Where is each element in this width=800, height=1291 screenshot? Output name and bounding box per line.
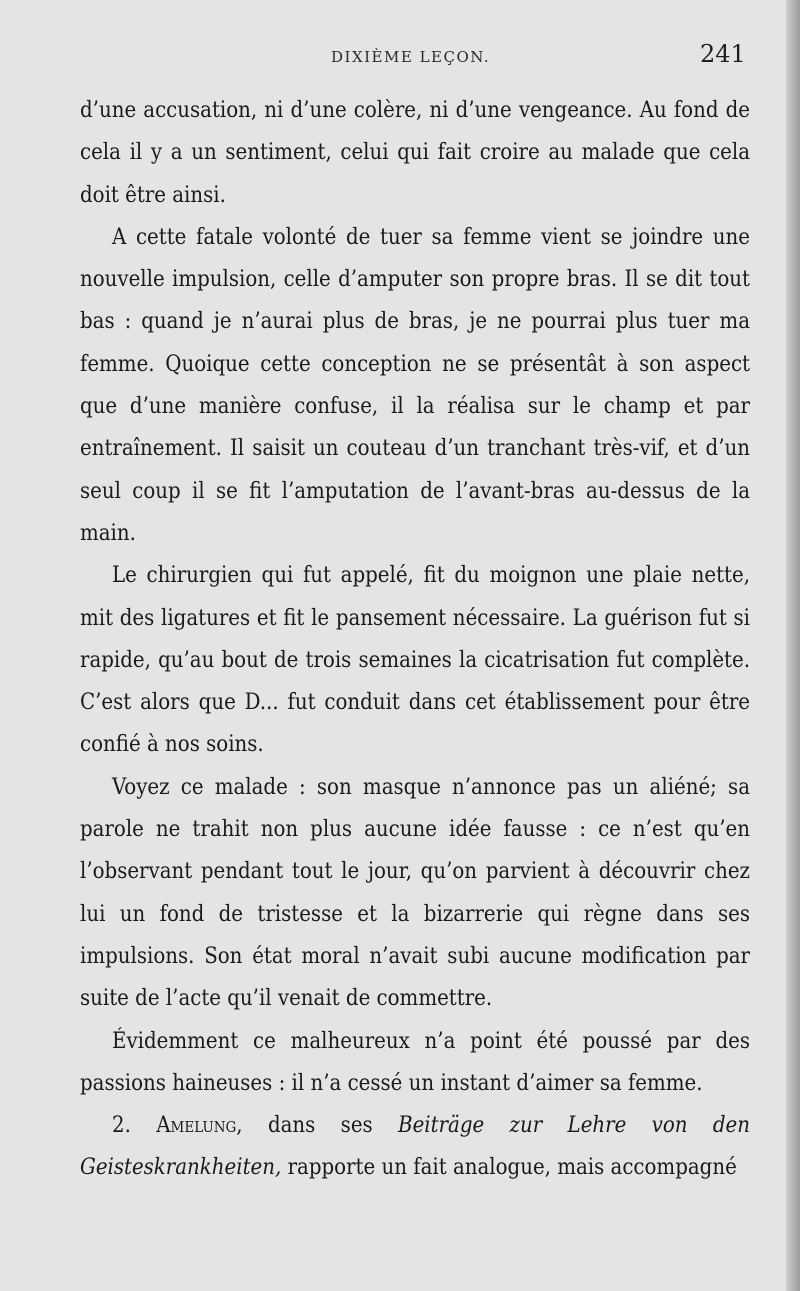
paragraph-number: 2.	[112, 1113, 131, 1139]
paragraph: Voyez ce malade : son masque n’annonce pas un aliéné; sa parole ne trahit non plus aucune idée fausse : ce n’est qu’en l’observant pendant tout le jour, qu’on parvient à découvrir chez lui un fond de tristesse et la bizarrerie qui règne dans ses impulsions. Son état moral n’avait subi aucune modification par suite de l’acte qu’il venait de commettre.	[80, 774, 750, 1012]
book-title: Beiträge zur Lehre von den Geisteskrankheiten,	[80, 1113, 750, 1181]
body-text	[80, 90, 750, 1190]
paragraph: Le chirurgien qui fut appelé, fit du moignon une plaie nette, mit des ligatures et fit le pansement nécessaire. La guérison fut si rapide, qu’au bout de trois semaines la cicatrisation fut complète. C’est alors que D... fut conduit dans cet établissement pour être confié à nos soins.	[80, 563, 750, 758]
paragraph-text: rapporte un fait analogue, mais accompagné	[287, 1155, 737, 1181]
paragraph-continued: d’une accusation, ni d’une colère, ni d’une vengeance. Au fond de cela il y a un sentiment, celui qui fait croire au malade que cela doit être ainsi.	[80, 98, 750, 208]
paragraph-text: dans ses	[267, 1113, 373, 1139]
author-name: Amelung,	[156, 1113, 243, 1139]
page-number: 241	[700, 40, 746, 68]
paragraph: A cette fatale volonté de tuer sa femme vient se joindre une nouvelle impulsion, celle d’amputer son propre bras. Il se dit tout bas : quand je n’aurai plus de bras, je ne pourrai plus tuer ma femme. Quoique cette conception ne se présentât à son aspect que d’une manière confuse, il la réalisa sur le champ et par entraînement. Il saisit un couteau d’un tranchant très-vif, et d’un seul coup il se fit l’amputation de l’avant-bras au-dessus de la main.	[80, 224, 750, 546]
paragraph: Évidemment ce malheureux n’a point été poussé par des passions haineuses : il n’a cessé un instant d’aimer sa femme.	[80, 1028, 750, 1096]
running-title: DIXIÈME LEÇON.	[331, 48, 491, 66]
numbered-paragraph	[80, 1105, 750, 1190]
binding-edge	[786, 0, 800, 1291]
